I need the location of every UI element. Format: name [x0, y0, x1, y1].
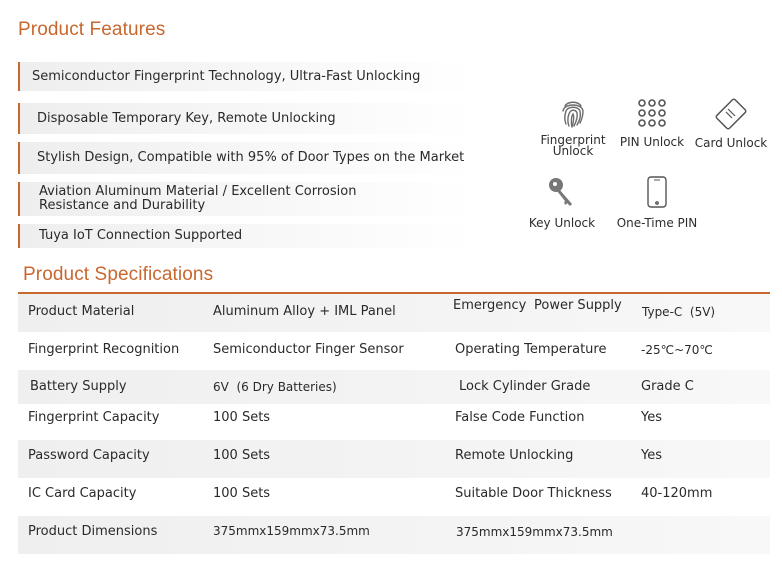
spec-row	[18, 332, 770, 370]
spec-label: Remote Unlocking	[455, 448, 574, 463]
spec-row	[18, 478, 770, 516]
feature-text-line2: Resistance and Durability	[39, 198, 206, 213]
unlock-label-key: Key Unlock	[528, 216, 596, 230]
feature-text: Tuya IoT Connection Supported	[39, 228, 243, 243]
feature-text: Semiconductor Fingerprint Technology, Ultra-Fast Unlocking	[32, 68, 421, 84]
spec-row	[18, 294, 770, 332]
spec-label: Power Supply	[534, 298, 622, 313]
feature-item	[18, 224, 478, 248]
spec-row	[18, 404, 770, 440]
unlock-method-card	[692, 97, 770, 149]
feature-item	[18, 182, 478, 216]
unlock-method-otp	[612, 176, 702, 229]
feature-item	[18, 62, 478, 91]
spec-value: Yes	[641, 448, 662, 463]
unlock-label-line2: Unlock	[552, 144, 594, 158]
spec-value: 100 Sets	[213, 486, 271, 501]
spec-label: Battery Supply	[30, 379, 127, 394]
feature-item	[18, 142, 478, 174]
spec-value: 100 Sets	[213, 410, 271, 425]
card-icon	[713, 97, 749, 131]
features-title: Product Features	[18, 19, 166, 40]
spec-label: Fingerprint Recognition	[28, 342, 180, 357]
spec-value: Semiconductor Finger Sensor	[213, 342, 404, 357]
phone-icon	[646, 176, 668, 208]
spec-value: 100 Sets	[213, 448, 271, 463]
spec-label: IC Card Capacity	[28, 486, 137, 501]
spec-value: 375mmx159mmx73.5mm	[456, 525, 613, 539]
unlock-method-fingerprint	[535, 97, 611, 157]
unlock-label-fingerprint	[535, 135, 611, 157]
spec-value: Grade C	[641, 379, 694, 394]
spec-label: Operating Temperature	[455, 342, 607, 357]
spec-row	[18, 370, 770, 404]
feature-text-block	[39, 185, 356, 213]
spec-label: Product Material	[28, 304, 135, 319]
unlock-label-card: Card Unlock	[694, 136, 768, 150]
unlock-label-line1: Fingerprint	[540, 133, 606, 147]
spec-value: Type-C (5V)	[642, 305, 716, 319]
spec-label: Fingerprint Capacity	[28, 410, 160, 425]
spec-value: 375mmx159mmx73.5mm	[213, 524, 370, 538]
unlock-method-key	[525, 176, 599, 229]
feature-item	[18, 103, 478, 134]
fingerprint-icon	[558, 97, 588, 129]
spec-value: Aluminum Alloy + IML Panel	[213, 304, 396, 319]
spec-row	[18, 440, 770, 478]
unlock-method-pin	[618, 97, 686, 148]
feature-text: Stylish Design, Compatible with 95% of Door Types on the Market	[37, 150, 465, 165]
spec-value: -25℃~70℃	[641, 343, 713, 357]
spec-value: 40-120mm	[641, 486, 713, 501]
spec-label: Emergency	[453, 298, 527, 313]
keypad-icon	[636, 97, 668, 129]
feature-text-line1: Aviation Aluminum Material / Excellent Corrosion	[39, 184, 357, 199]
key-icon	[547, 176, 577, 208]
spec-label: Password Capacity	[28, 448, 150, 463]
spec-label: Suitable Door Thickness	[455, 486, 612, 501]
spec-label: False Code Function	[455, 410, 585, 425]
spec-value: Yes	[641, 410, 662, 425]
spec-label: Product Dimensions	[28, 524, 158, 539]
specs-title: Product Specifications	[23, 264, 214, 285]
spec-label: Lock Cylinder Grade	[459, 379, 591, 394]
unlock-label-pin: PIN Unlock	[619, 135, 685, 149]
feature-text: Disposable Temporary Key, Remote Unlocking	[37, 110, 336, 126]
unlock-label-otp: One-Time PIN	[616, 216, 698, 230]
spec-value: 6V (6 Dry Batteries)	[213, 380, 337, 394]
spec-row	[18, 516, 770, 554]
